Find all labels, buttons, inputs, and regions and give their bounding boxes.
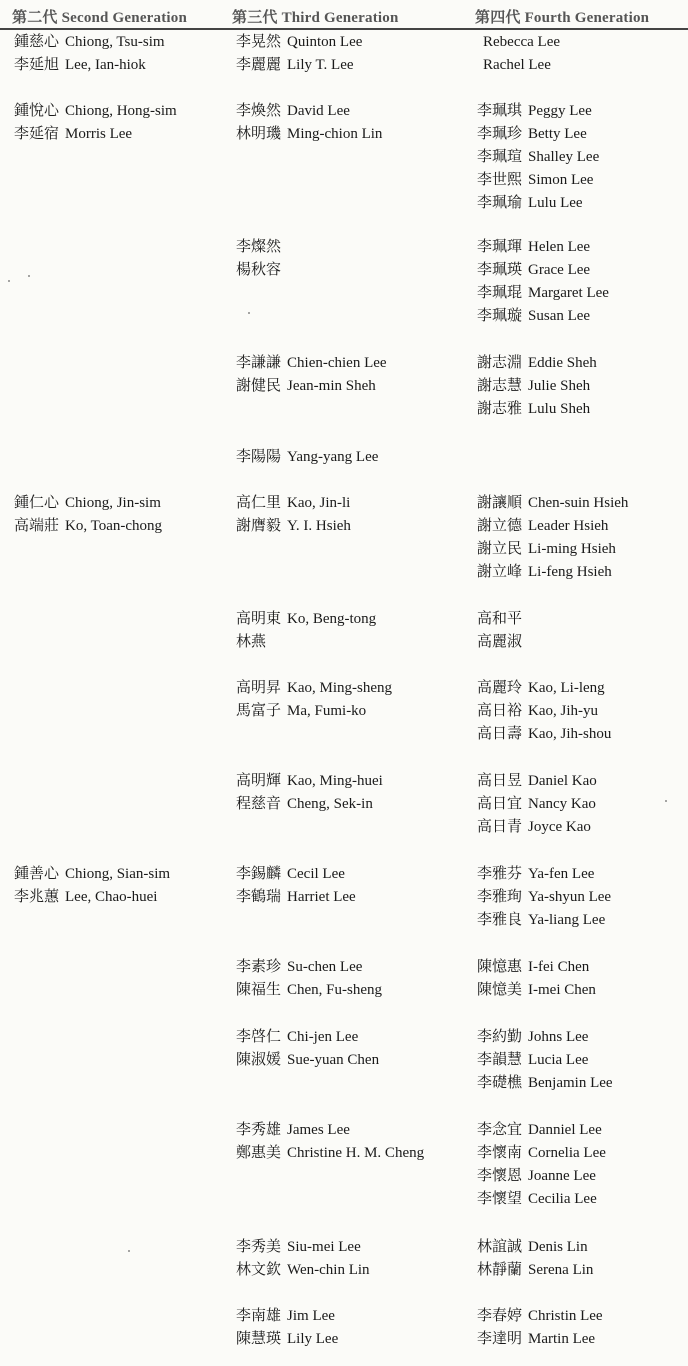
english-name: Cecilia Lee (528, 1191, 597, 1207)
english-name: Serena Lin (528, 1262, 594, 1278)
fourth-generation-entry (477, 1305, 603, 1327)
english-name: Shalley Lee (528, 149, 600, 165)
english-name: I-fei Chen (528, 959, 590, 975)
fourth-generation-entry (477, 793, 596, 815)
header-cn: 第四代 (475, 10, 521, 26)
english-name: Sue-yuan Chen (287, 1052, 380, 1068)
chinese-name: 陳福生 (236, 982, 282, 998)
english-name: Rebecca Lee (483, 34, 561, 50)
third-generation-entry (236, 515, 351, 537)
fourth-generation-entry (477, 515, 608, 537)
chinese-name: 陳淑媛 (236, 1052, 282, 1068)
fourth-generation-entry (477, 236, 590, 258)
english-name: Peggy Lee (528, 103, 592, 119)
english-name: Ya-fen Lee (528, 866, 595, 882)
fourth-generation-entry (477, 146, 599, 168)
chinese-name: 李雅芬 (477, 866, 523, 882)
fourth-generation-entry (477, 1236, 588, 1258)
third-generation-entry (236, 1026, 358, 1048)
chinese-name: 謝立峰 (477, 564, 523, 580)
chinese-name: 李懷恩 (477, 1168, 523, 1184)
english-name: Rachel Lee (483, 57, 551, 73)
fourth-generation-entry (477, 561, 612, 583)
chinese-name: 李南雄 (236, 1308, 282, 1324)
chinese-name: 李約勤 (477, 1029, 523, 1045)
english-name: Leader Hsieh (528, 518, 609, 534)
english-name: Ya-liang Lee (528, 912, 606, 928)
chinese-name: 高日裕 (477, 703, 523, 719)
chinese-name: 鍾善心 (14, 866, 60, 882)
chinese-name: 高仁里 (236, 495, 282, 511)
third-generation-entry (236, 979, 382, 1001)
chinese-name: 李珮瑜 (477, 195, 523, 211)
chinese-name: 謝立民 (477, 541, 523, 557)
scan-speck (28, 275, 30, 277)
english-name: Li-ming Hsieh (528, 541, 616, 557)
english-name: David Lee (287, 103, 350, 119)
second-generation-entry (14, 492, 161, 514)
chinese-name: 高明昇 (236, 680, 282, 696)
chinese-name: 高麗淑 (477, 634, 523, 650)
chinese-name: 李素珍 (236, 959, 282, 975)
chinese-name: 高日宜 (477, 796, 523, 812)
fourth-generation-entry (477, 31, 560, 53)
third-generation-entry (236, 677, 392, 699)
chinese-name: 高日昱 (477, 773, 523, 789)
chinese-name: 林燕 (236, 634, 267, 650)
fourth-generation-entry (477, 863, 594, 885)
english-name: Chien-chien Lee (287, 355, 387, 371)
english-name: Joyce Kao (528, 819, 591, 835)
english-name: Danniel Lee (528, 1122, 602, 1138)
chinese-name: 李麗麗 (236, 57, 282, 73)
third-generation-entry (236, 1305, 335, 1327)
third-generation-entry (236, 375, 376, 397)
second-generation-entry (14, 100, 177, 122)
chinese-name: 高端莊 (14, 518, 60, 534)
english-name: James Lee (287, 1122, 350, 1138)
chinese-name: 李珮璇 (477, 308, 523, 324)
fourth-generation-entry (477, 375, 590, 397)
fourth-generation-entry (477, 169, 593, 191)
second-generation-entry (14, 31, 165, 53)
fourth-generation-entry (477, 979, 596, 1001)
chinese-name: 林靜蘭 (477, 1262, 523, 1278)
fourth-generation-entry (477, 538, 616, 560)
chinese-name: 李雅良 (477, 912, 523, 928)
third-generation-entry (236, 1119, 350, 1141)
english-name: Lucia Lee (528, 1052, 589, 1068)
chinese-name: 程慈音 (236, 796, 282, 812)
header-en: Second Generation (61, 10, 188, 26)
english-name: Yang-yang Lee (287, 449, 379, 465)
english-name: Chi-jen Lee (287, 1029, 359, 1045)
chinese-name: 李韻慧 (477, 1052, 523, 1068)
chinese-name: 李陽陽 (236, 449, 282, 465)
third-generation-entry (236, 886, 356, 908)
chinese-name: 李念宜 (477, 1122, 523, 1138)
chinese-name: 楊秋容 (236, 262, 282, 278)
fourth-generation-entry (477, 192, 583, 214)
chinese-name: 高麗玲 (477, 680, 523, 696)
english-name: Margaret Lee (528, 285, 609, 301)
header-third-generation (232, 6, 399, 27)
fourth-generation-entry (477, 1259, 593, 1281)
header-en: Fourth Generation (524, 10, 650, 26)
chinese-name: 李啓仁 (236, 1029, 282, 1045)
chinese-name: 高明輝 (236, 773, 282, 789)
chinese-name: 馬富子 (236, 703, 282, 719)
chinese-name: 李珮瑄 (477, 149, 523, 165)
chinese-name: 李鶴瑞 (236, 889, 282, 905)
english-name: Lily T. Lee (287, 57, 354, 73)
english-name: Johns Lee (528, 1029, 589, 1045)
english-name: Chen, Fu-sheng (287, 982, 383, 998)
english-name: Y. I. Hsieh (287, 518, 351, 534)
second-generation-entry (14, 863, 170, 885)
third-generation-entry (236, 492, 350, 514)
english-name: Harriet Lee (287, 889, 356, 905)
second-generation-entry (14, 515, 162, 537)
english-name: Kao, Ming-sheng (287, 680, 393, 696)
third-generation-entry (236, 54, 354, 76)
english-name: Grace Lee (528, 262, 591, 278)
english-name: Ko, Toan-chong (65, 518, 163, 534)
fourth-generation-entry (477, 259, 590, 281)
scan-speck (128, 1250, 130, 1252)
english-name: Martin Lee (528, 1331, 596, 1347)
fourth-generation-entry (477, 123, 587, 145)
chinese-name: 李延宿 (14, 126, 60, 142)
third-generation-entry (236, 1142, 424, 1164)
chinese-name: 高明東 (236, 611, 282, 627)
english-name: Kao, Li-leng (528, 680, 605, 696)
third-generation-entry (236, 631, 272, 653)
english-name: Cornelia Lee (528, 1145, 606, 1161)
fourth-generation-entry (477, 54, 551, 76)
third-generation-entry (236, 700, 366, 722)
chinese-name: 李春婷 (477, 1308, 523, 1324)
header-cn: 第二代 (12, 10, 58, 26)
chinese-name: 謝志慧 (477, 378, 523, 394)
english-name: Su-chen Lee (287, 959, 363, 975)
english-name: Kao, Jih-shou (528, 726, 612, 742)
third-generation-entry (236, 446, 378, 468)
chinese-name: 高日青 (477, 819, 523, 835)
chinese-name: 鍾悅心 (14, 103, 60, 119)
chinese-name: 李懷南 (477, 1145, 523, 1161)
english-name: Cheng, Sek-in (287, 796, 373, 812)
english-name: Jean-min Sheh (287, 378, 376, 394)
third-generation-entry (236, 863, 345, 885)
english-name: Ko, Beng-tong (287, 611, 377, 627)
header-divider (0, 28, 688, 30)
third-generation-entry (236, 123, 382, 145)
english-name: Simon Lee (528, 172, 594, 188)
fourth-generation-entry (477, 305, 590, 327)
chinese-name: 李達明 (477, 1331, 523, 1347)
chinese-name: 李珮琪 (477, 103, 523, 119)
chinese-name: 李晃然 (236, 34, 282, 50)
chinese-name: 李珮瑛 (477, 262, 523, 278)
english-name: Siu-mei Lee (287, 1239, 361, 1255)
chinese-name: 李錫麟 (236, 866, 282, 882)
chinese-name: 李懷望 (477, 1191, 523, 1207)
scan-speck (665, 800, 667, 802)
chinese-name: 鍾仁心 (14, 495, 60, 511)
fourth-generation-entry (477, 700, 598, 722)
chinese-name: 李燦然 (236, 239, 282, 255)
english-name: Kao, Jin-li (287, 495, 351, 511)
english-name: Ya-shyun Lee (528, 889, 612, 905)
english-name: Denis Lin (528, 1239, 588, 1255)
header-second-generation (12, 6, 187, 27)
third-generation-entry (236, 236, 287, 258)
english-name: Christin Lee (528, 1308, 603, 1324)
fourth-generation-entry (477, 352, 597, 374)
fourth-generation-entry (477, 631, 528, 653)
header-cn: 第三代 (232, 10, 278, 26)
english-name: Wen-chin Lin (287, 1262, 370, 1278)
english-name: Kao, Ming-huei (287, 773, 383, 789)
english-name: Quinton Lee (287, 34, 363, 50)
fourth-generation-entry (477, 677, 605, 699)
fourth-generation-entry (477, 909, 605, 931)
fourth-generation-entry (477, 886, 611, 908)
third-generation-entry (236, 1328, 338, 1350)
chinese-name: 李世熙 (477, 172, 523, 188)
third-generation-entry (236, 100, 350, 122)
english-name: Betty Lee (528, 126, 587, 142)
third-generation-entry (236, 1049, 379, 1071)
third-generation-entry (236, 608, 376, 630)
third-generation-entry (236, 352, 387, 374)
chinese-name: 陳憶惠 (477, 959, 523, 975)
fourth-generation-entry (477, 1188, 597, 1210)
english-name: Chiong, Jin-sim (65, 495, 161, 511)
chinese-name: 謝膺毅 (236, 518, 282, 534)
english-name: Ma, Fumi-ko (287, 703, 367, 719)
fourth-generation-entry (477, 816, 591, 838)
chinese-name: 李謙謙 (236, 355, 282, 371)
english-name: I-mei Chen (528, 982, 596, 998)
chinese-name: 陳慧瑛 (236, 1331, 282, 1347)
english-name: Lee, Chao-huei (65, 889, 158, 905)
third-generation-entry (236, 793, 373, 815)
chinese-name: 李煥然 (236, 103, 282, 119)
english-name: Nancy Kao (528, 796, 596, 812)
chinese-name: 林誼誠 (477, 1239, 523, 1255)
english-name: Eddie Sheh (528, 355, 597, 371)
fourth-generation-entry (477, 1142, 606, 1164)
english-name: Lily Lee (287, 1331, 339, 1347)
fourth-generation-entry (477, 1049, 588, 1071)
chinese-name: 謝健民 (236, 378, 282, 394)
fourth-generation-entry (477, 1119, 602, 1141)
fourth-generation-entry (477, 1026, 588, 1048)
chinese-name: 謝立德 (477, 518, 523, 534)
fourth-generation-entry (477, 1328, 595, 1350)
second-generation-entry (14, 886, 157, 908)
chinese-name: 李珮琨 (477, 285, 523, 301)
scan-speck (8, 280, 10, 282)
english-name: Lulu Sheh (528, 401, 591, 417)
chinese-name: 謝志雅 (477, 401, 523, 417)
english-name: Chen-suin Hsieh (528, 495, 629, 511)
english-name: Li-feng Hsieh (528, 564, 612, 580)
fourth-generation-entry (477, 608, 528, 630)
fourth-generation-entry (477, 492, 628, 514)
english-name: Kao, Jih-yu (528, 703, 599, 719)
english-name: Joanne Lee (528, 1168, 596, 1184)
fourth-generation-entry (477, 1072, 613, 1094)
scan-speck (248, 312, 250, 314)
fourth-generation-entry (477, 1165, 596, 1187)
english-name: Lulu Lee (528, 195, 583, 211)
english-name: Helen Lee (528, 239, 591, 255)
third-generation-entry (236, 1236, 361, 1258)
english-name: Jim Lee (287, 1308, 335, 1324)
english-name: Julie Sheh (528, 378, 591, 394)
chinese-name: 鄭惠美 (236, 1145, 282, 1161)
english-name: Christine H. M. Cheng (287, 1145, 425, 1161)
chinese-name: 林明璣 (236, 126, 282, 142)
header-en: Third Generation (281, 10, 399, 26)
fourth-generation-entry (477, 956, 589, 978)
chinese-name: 李珮珍 (477, 126, 523, 142)
english-name: Morris Lee (65, 126, 133, 142)
chinese-name: 高日壽 (477, 726, 523, 742)
chinese-name: 高和平 (477, 611, 523, 627)
second-generation-entry (14, 123, 132, 145)
english-name: Daniel Kao (528, 773, 597, 789)
fourth-generation-entry (477, 770, 597, 792)
second-generation-entry (14, 54, 146, 76)
chinese-name: 謝志淵 (477, 355, 523, 371)
chinese-name: 李延旭 (14, 57, 60, 73)
chinese-name: 陳憶美 (477, 982, 523, 998)
chinese-name: 鍾慈心 (14, 34, 60, 50)
fourth-generation-entry (477, 100, 592, 122)
third-generation-entry (236, 31, 362, 53)
chinese-name: 李珮琿 (477, 239, 523, 255)
chinese-name: 李雅珣 (477, 889, 523, 905)
third-generation-entry (236, 956, 362, 978)
fourth-generation-entry (477, 282, 609, 304)
english-name: Chiong, Hong-sim (65, 103, 177, 119)
chinese-name: 李兆蕙 (14, 889, 60, 905)
third-generation-entry (236, 1259, 370, 1281)
chinese-name: 林文欽 (236, 1262, 282, 1278)
english-name: Ming-chion Lin (287, 126, 383, 142)
english-name: Chiong, Tsu-sim (65, 34, 165, 50)
chinese-name: 李礎樵 (477, 1075, 523, 1091)
chinese-name: 李秀美 (236, 1239, 282, 1255)
english-name: Susan Lee (528, 308, 591, 324)
english-name: Benjamin Lee (528, 1075, 613, 1091)
chinese-name: 謝讓順 (477, 495, 523, 511)
header-fourth-generation (475, 6, 649, 27)
fourth-generation-entry (477, 398, 590, 420)
third-generation-entry (236, 770, 383, 792)
english-name: Lee, Ian-hiok (65, 57, 146, 73)
english-name: Cecil Lee (287, 866, 345, 882)
english-name: Chiong, Sian-sim (65, 866, 171, 882)
fourth-generation-entry (477, 723, 611, 745)
chinese-name: 李秀雄 (236, 1122, 282, 1138)
third-generation-entry (236, 259, 287, 281)
